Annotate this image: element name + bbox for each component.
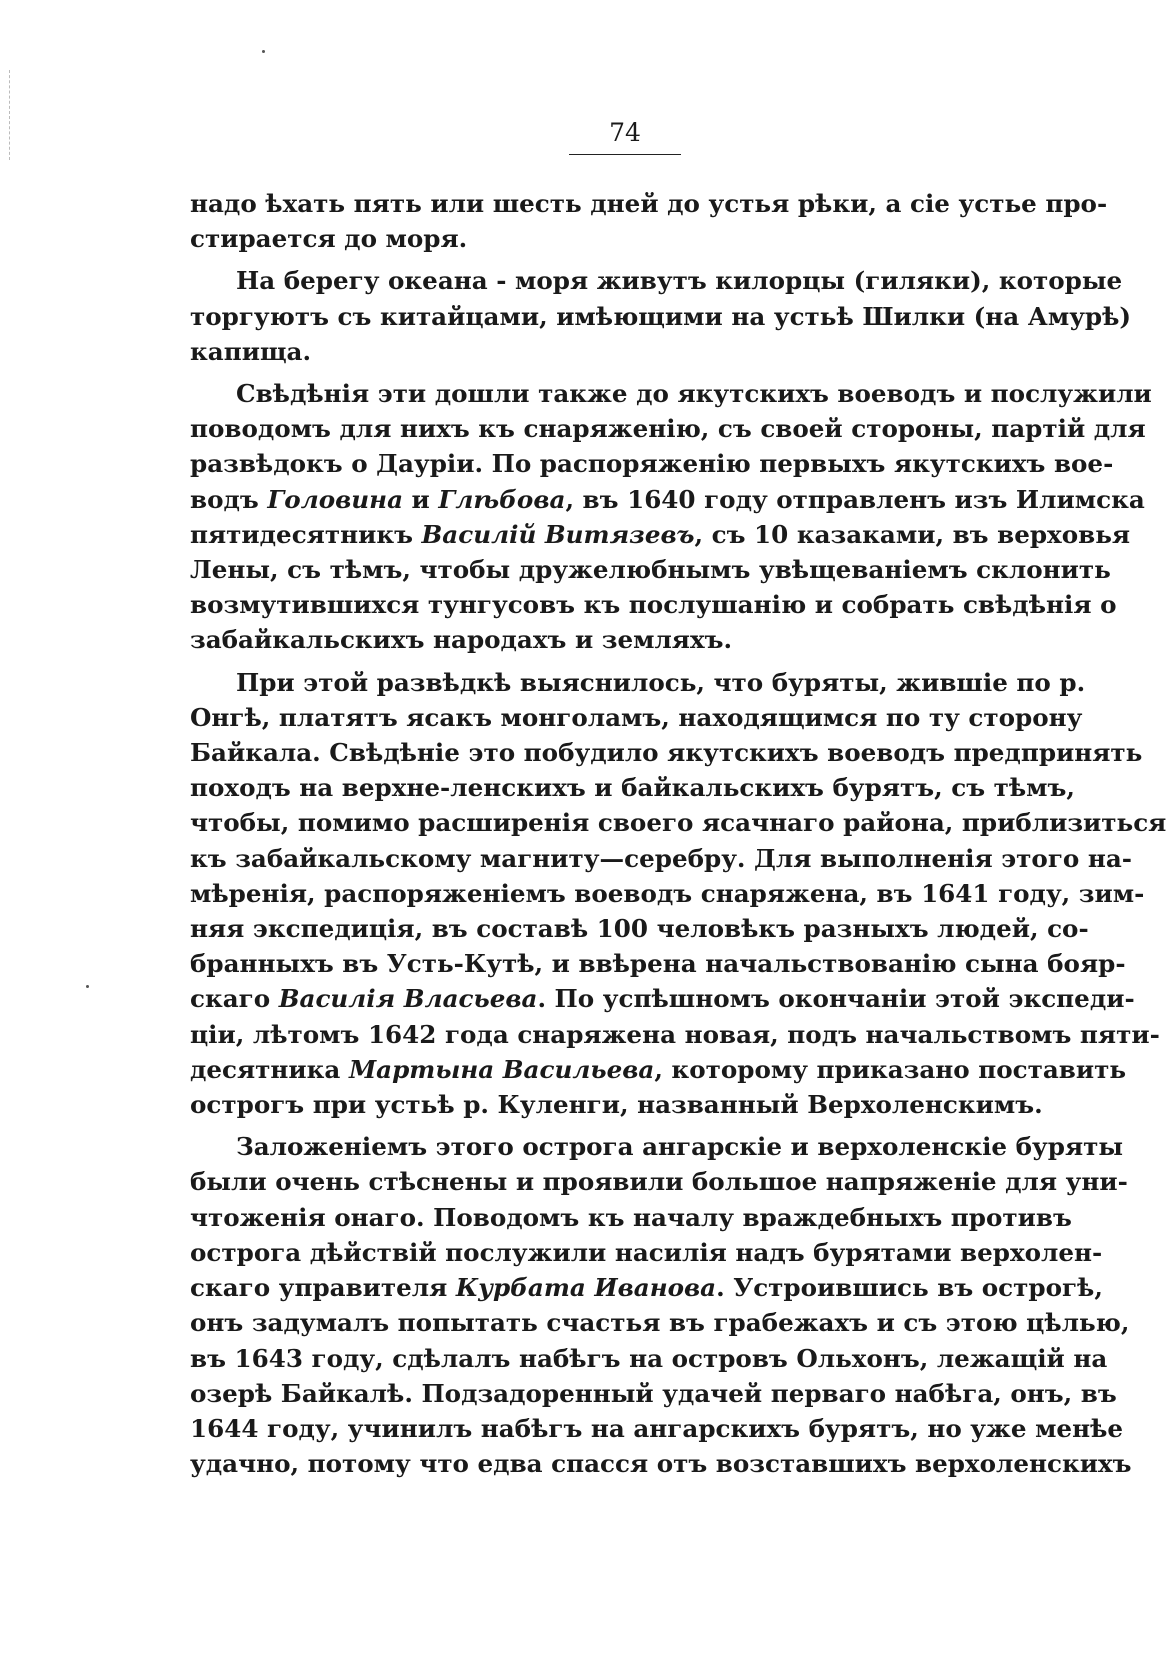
italic-name: Василія Власьева — [278, 984, 538, 1014]
text-run: , въ 1640 году отправленъ изъ Илимска — [565, 484, 1145, 514]
text-line — [190, 700, 1083, 735]
text-run: въ 1643 году, сдѣлалъ набѣгъ на островъ Ольхонъ, лежащій на — [190, 1343, 1108, 1373]
italic-name: Головина — [267, 484, 403, 514]
text-line — [190, 334, 1040, 369]
text-run: забайкальскихъ народахъ и земляхъ. — [190, 625, 733, 655]
text-run: чтобы, помимо расширенія своего ясачнаго района, приблизиться — [190, 808, 1166, 838]
text-run: возмутившихся тунгусовъ къ послушанію и собрать свѣдѣнія о — [190, 590, 1117, 620]
paragraph — [190, 1129, 1132, 1481]
text-run: Онгѣ, платятъ ясакъ монголамъ, находящимся по ту сторону — [190, 702, 1083, 732]
text-run: развѣдокъ о Дауріи. По распоряженію первыхъ якутскихъ вое- — [190, 449, 1114, 479]
text-line — [190, 1129, 1124, 1164]
text-line — [190, 981, 1135, 1016]
text-line — [190, 221, 1040, 256]
text-line — [190, 946, 1126, 981]
text-line — [190, 841, 1133, 876]
text-run: острогъ при устьѣ р. Куленги, названный Верхоленскимъ. — [190, 1090, 1043, 1120]
text-line — [190, 299, 1132, 334]
text-run: торгуютъ съ китайцами, имѣющими на устьѣ Шилки (на Амурѣ) — [190, 301, 1132, 331]
text-line — [190, 1200, 1072, 1235]
text-line — [190, 376, 1152, 411]
text-run: озерѣ Байкалѣ. Подзадоренный удачей перваго набѣга, онъ, въ — [190, 1378, 1117, 1408]
text-line — [190, 517, 1131, 552]
text-run: скаго управителя — [190, 1273, 456, 1303]
text-run: . По успѣшномъ окончаніи этой экспеди- — [537, 984, 1135, 1014]
text-run: , которому приказано поставить — [654, 1054, 1127, 1084]
text-run: , съ 10 казаками, въ верховья — [694, 519, 1131, 549]
page-number: 74 — [609, 118, 641, 147]
text-run: десятника — [190, 1054, 349, 1084]
body-text — [190, 186, 1166, 1488]
text-line — [190, 1052, 1127, 1087]
text-run: Свѣдѣнія эти дошли также до якутскихъ воеводъ и послужили — [236, 379, 1152, 409]
text-run: бранныхъ въ Усть-Кутѣ, и ввѣрена начальствованію сына бояр- — [190, 949, 1126, 979]
text-run: водъ — [190, 484, 268, 514]
text-line — [190, 1446, 1132, 1481]
text-line — [190, 770, 1075, 805]
text-run: капища. — [190, 336, 312, 366]
text-run: онъ задумалъ попытать счастья въ грабежахъ и съ этою цѣлью, — [190, 1308, 1130, 1338]
text-run: удачно, потому что едва спасся отъ возставшихъ верхоленскихъ — [190, 1449, 1132, 1479]
text-run: Заложеніемъ этого острога ангарскіе и верхоленскіе буряты — [236, 1132, 1124, 1162]
text-run: острога дѣйствій послужили насилія надъ бурятами верхолен- — [190, 1237, 1103, 1267]
text-run: и — [403, 484, 439, 514]
text-line — [190, 482, 1145, 517]
page-header — [560, 118, 690, 155]
text-line — [190, 735, 1143, 770]
text-line — [190, 1270, 1103, 1305]
text-line — [190, 911, 1089, 946]
text-run: Байкала. Свѣдѣніе это побудило якутскихъ воеводъ предпринять — [190, 738, 1143, 768]
paragraph — [190, 665, 1166, 1123]
italic-name: Курбата Иванова — [455, 1273, 717, 1303]
text-run: были очень стѣснены и проявили большое напряженіе для уни- — [190, 1167, 1128, 1197]
text-line — [190, 665, 1086, 700]
text-run: пятидесятникъ — [190, 519, 422, 549]
text-line — [190, 1087, 1043, 1122]
text-line — [190, 1341, 1108, 1376]
text-line — [190, 1305, 1130, 1340]
italic-name: Глѣбова — [438, 484, 566, 514]
text-line — [190, 1164, 1128, 1199]
scan-edge-marks — [9, 70, 12, 160]
text-line — [190, 805, 1166, 840]
scan-speck — [86, 985, 89, 988]
paragraph — [190, 376, 1152, 658]
text-run: чтоженія онаго. Поводомъ къ началу враждебныхъ противъ — [190, 1202, 1072, 1232]
text-run: На берегу океана - моря живутъ килорцы (гиляки), которые — [236, 266, 1123, 296]
text-line — [190, 876, 1145, 911]
text-run: . Устроившись въ острогѣ, — [716, 1273, 1103, 1303]
paragraph — [190, 263, 1132, 369]
text-line — [190, 186, 1108, 221]
paragraph — [190, 186, 1108, 256]
text-line — [190, 552, 1111, 587]
text-run: 1644 году, учинилъ набѣгъ на ангарскихъ бурятъ, но уже менѣе — [190, 1413, 1124, 1443]
italic-name: Мартына Васильева — [348, 1054, 655, 1084]
text-run: няя экспедиція, въ составѣ 100 человѣкъ разныхъ людей, со- — [190, 914, 1089, 944]
text-line — [190, 446, 1114, 481]
header-rule — [569, 154, 681, 155]
text-line — [190, 622, 1040, 657]
text-line — [190, 1376, 1117, 1411]
text-run: Лены, съ тѣмъ, чтобы дружелюбнымъ увѣщеваніемъ склонить — [190, 555, 1111, 585]
text-run: поводомъ для нихъ къ снаряженію, съ своей стороны, партій для — [190, 414, 1146, 444]
text-line — [190, 1017, 1160, 1052]
text-run: надо ѣхать пять или шесть дней до устья рѣки, а сіе устье про- — [190, 189, 1108, 218]
text-run: походъ на верхне-ленскихъ и байкальскихъ бурятъ, съ тѣмъ, — [190, 773, 1075, 803]
text-run: мѣренія, распоряженіемъ воеводъ снаряжена, въ 1641 году, зим- — [190, 878, 1145, 908]
scan-speck — [262, 50, 265, 53]
text-line — [190, 1411, 1124, 1446]
text-run: скаго — [190, 984, 279, 1014]
text-line — [190, 587, 1117, 622]
text-line — [190, 263, 1123, 298]
text-run: ціи, лѣтомъ 1642 года снаряжена новая, подъ начальствомъ пяти- — [190, 1019, 1160, 1049]
text-run: стирается до моря. — [190, 224, 468, 254]
italic-name: Василій Витязевъ — [421, 519, 695, 549]
text-line — [190, 411, 1146, 446]
text-run: При этой развѣдкѣ выяснилось, что буряты, жившіе по р. — [236, 667, 1086, 697]
text-run: къ забайкальскому магниту—серебру. Для выполненія этого на- — [190, 843, 1133, 873]
text-line — [190, 1235, 1103, 1270]
